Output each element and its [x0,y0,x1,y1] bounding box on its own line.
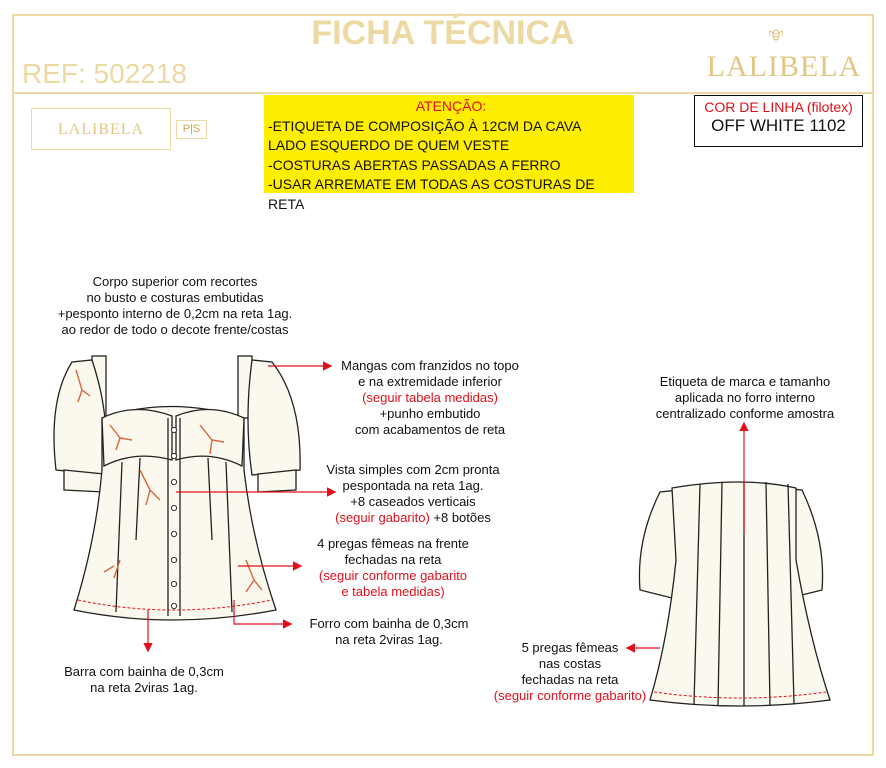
note-pleats-back [480,640,660,704]
attention-line: -COSTURAS ABERTAS PASSADAS A FERRO [268,156,561,173]
note-fragment: +8 botões [429,510,491,525]
note-line: +punho embutido [379,406,481,421]
front-view [54,356,300,620]
brand-logo: LALIBELA [706,50,862,83]
note-line: ao redor de todo o decote frente/costas [61,322,289,337]
back-view [639,482,830,706]
note-line: fechadas na reta [521,672,619,687]
note-line: com acabamentos de reta [354,422,506,437]
note-line: na reta 2viras 1ag. [335,632,443,647]
attention-line: -USAR ARREMATE EM TODAS AS COSTURAS DE RETA [268,176,595,212]
note-line: Mangas com franzidos no topo [341,358,519,373]
thread-color-heading: COR DE LINHA (filotex) [704,99,853,115]
note-line: (seguir tabela medidas) [362,390,498,405]
note-back-label [640,374,850,422]
note-line: pespontada na reta 1ag. [342,478,484,493]
reference-code: REF: 502218 [22,58,187,89]
note-line: Etiqueta de marca e tamanho [659,374,831,389]
note-line: +8 caseados verticais [350,494,476,509]
note-line: Barra com bainha de 0,3cm [64,664,224,679]
note-line: no busto e costuras embutidas [86,290,264,305]
note-line: na reta 2viras 1ag. [90,680,198,695]
attention-heading: ATENÇÃO: [415,98,487,114]
note-line: e na extremidade inferior [358,374,502,389]
note-line: e tabela medidas) [341,584,445,599]
note-line: Forro com bainha de 0,3cm [309,616,469,631]
note-pleats-front [300,536,486,600]
note-line: (seguir conforme gabarito) [493,688,647,703]
note-sleeves [330,358,530,438]
note-line: 4 pregas fêmeas na frente [317,536,469,551]
note-line: (seguir conforme gabarito [318,568,468,583]
note-line: fechadas na reta [344,552,442,567]
note-placket [310,462,516,526]
note-line: nas costas [538,656,602,671]
attention-line: LADO ESQUERDO DE QUEM VESTE [268,137,510,153]
thread-color-value: OFF WHITE 1102 [711,116,846,135]
note-line: Vista simples com 2cm pronta [326,462,500,477]
size-label-sample: P|S [176,120,207,139]
note-line: centralizado conforme amostra [655,406,835,421]
note-hem [44,664,244,696]
note-line: Corpo superior com recortes [92,274,258,289]
note-line: 5 pregas fêmeas [521,640,619,655]
note-line [310,510,516,526]
note-line: aplicada no forro interno [674,390,816,405]
note-body [30,274,320,338]
attention-line: -ETIQUETA DE COMPOSIÇÃO À 12CM DA CAVA [268,117,582,134]
note-line: +pesponto interno de 0,2cm na reta 1ag. [57,306,293,321]
note-lining [296,616,482,648]
brand-label-sample: LALIBELA [31,108,171,150]
page-title: FICHA TÉCNICA [311,14,575,52]
note-fragment: (seguir gabarito) [335,510,430,525]
